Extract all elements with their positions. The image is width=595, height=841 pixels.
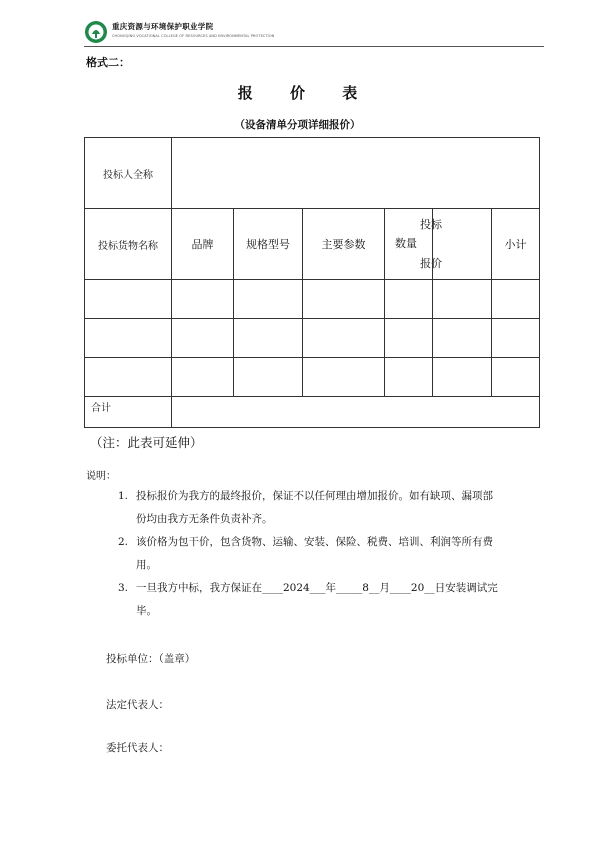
table-row bbox=[85, 280, 540, 319]
col-qty-price bbox=[385, 209, 492, 280]
col-bid-price-bottom: 报价 bbox=[420, 257, 442, 270]
list-item bbox=[118, 577, 498, 623]
item-text-continued: 毕。 bbox=[136, 605, 157, 617]
explain-label: 说明： bbox=[86, 471, 116, 482]
item-number: 3. bbox=[118, 582, 129, 594]
header-divider bbox=[84, 46, 544, 47]
total-row bbox=[85, 397, 540, 428]
table-row bbox=[85, 358, 540, 397]
col-brand: 品牌 bbox=[172, 209, 234, 280]
col-subtotal: 小计 bbox=[492, 209, 540, 280]
table-cell[interactable] bbox=[385, 358, 492, 397]
table-cell[interactable] bbox=[492, 358, 540, 397]
format-label: 格式二： bbox=[86, 56, 130, 69]
col-model: 规格型号 bbox=[234, 209, 303, 280]
col-goods-name: 投标货物名称 bbox=[85, 209, 172, 280]
bidder-name-cell[interactable] bbox=[172, 138, 540, 209]
total-label: 合计 bbox=[85, 397, 172, 428]
bidder-name-row bbox=[85, 138, 540, 209]
item-number: 1. bbox=[118, 490, 129, 502]
page-subtitle: （设备清单分项详细报价） bbox=[234, 119, 361, 131]
table-cell[interactable] bbox=[172, 280, 234, 319]
quote-table bbox=[84, 137, 540, 428]
total-cell[interactable] bbox=[172, 397, 540, 428]
table-cell[interactable] bbox=[303, 280, 385, 319]
table-cell[interactable] bbox=[234, 358, 303, 397]
table-cell[interactable] bbox=[85, 358, 172, 397]
page-title: 报 价 表 bbox=[237, 84, 374, 102]
legal-rep-label: 法定代表人： bbox=[106, 699, 169, 711]
table-cell[interactable] bbox=[492, 280, 540, 319]
list-item bbox=[118, 485, 493, 531]
column-divider bbox=[432, 358, 433, 396]
column-divider bbox=[432, 280, 433, 318]
bidder-unit-label: 投标单位：（盖章） bbox=[106, 653, 196, 665]
table-cell[interactable] bbox=[234, 319, 303, 358]
table-cell[interactable] bbox=[172, 319, 234, 358]
org-name: 重庆资源与环境保护职业学院 bbox=[112, 22, 214, 31]
bidder-name-label: 投标人全称 bbox=[85, 138, 172, 209]
item-text: 一旦我方中标，我方保证在____2024___年_____8__月____20__日安装调试完 bbox=[136, 582, 498, 594]
item-text-continued: 用。 bbox=[136, 559, 157, 571]
table-header-row bbox=[85, 209, 540, 280]
table-cell[interactable] bbox=[234, 280, 303, 319]
table-cell[interactable] bbox=[385, 280, 492, 319]
column-divider bbox=[432, 319, 433, 357]
table-cell[interactable] bbox=[85, 280, 172, 319]
page-header bbox=[84, 18, 544, 46]
table-cell[interactable] bbox=[385, 319, 492, 358]
table-cell[interactable] bbox=[303, 358, 385, 397]
table-row bbox=[85, 319, 540, 358]
org-subtitle: CHONGQING VOCATIONAL COLLEGE OF RESOURCES AND ENVIRONMENTAL PROTECTION bbox=[112, 34, 275, 38]
table-note: （注：此表可延伸） bbox=[90, 435, 203, 450]
table-cell[interactable] bbox=[85, 319, 172, 358]
item-text: 该价格为包干价，包含货物、运输、安装、保险、税费、培训、利润等所有费 bbox=[136, 536, 493, 548]
agent-rep-label: 委托代表人： bbox=[106, 742, 169, 754]
table-cell[interactable] bbox=[303, 319, 385, 358]
list-item bbox=[118, 531, 493, 577]
item-text: 投标报价为我方的最终报价，保证不以任何理由增加报价。如有缺项、漏项部 bbox=[136, 490, 493, 502]
col-params: 主要参数 bbox=[303, 209, 385, 280]
column-divider bbox=[432, 209, 433, 279]
item-number: 2. bbox=[118, 536, 129, 548]
table-cell[interactable] bbox=[172, 358, 234, 397]
item-text-continued: 份均由我方无条件负责补齐。 bbox=[136, 513, 273, 525]
college-logo-icon bbox=[84, 20, 108, 44]
table-cell[interactable] bbox=[492, 319, 540, 358]
col-bid-price-top: 投标 bbox=[420, 218, 442, 231]
col-qty: 数量 bbox=[395, 237, 417, 250]
